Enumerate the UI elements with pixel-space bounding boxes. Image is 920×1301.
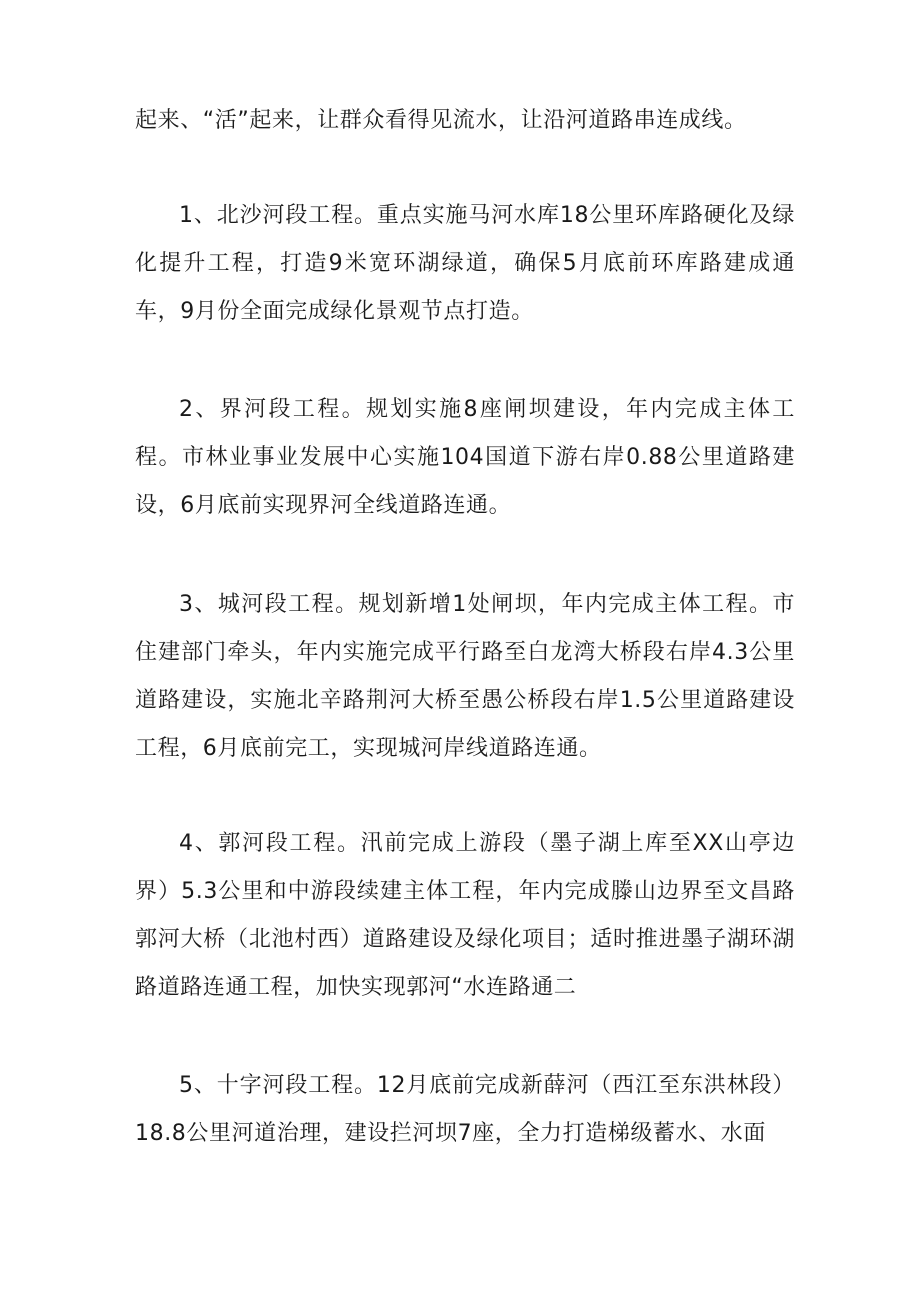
paragraph-jiehe: 2、界河段工程。规划实施8座闸坝建设，年内完成主体工程。市林业事业发展中心实施104国道下游右岸0.88公里道路建设，6月底前实现界河全线道路连通。 — [135, 397, 795, 518]
paragraph-shizihe: 5、十字河段工程。12月底前完成新薛河（西江至东洪林段）18.8公里河道治理，建设拦河坝7座，全力打造梯级蓄水、水面 — [135, 1073, 795, 1146]
paragraph-beishahe: 1、北沙河段工程。重点实施马河水库18公里环库路硬化及绿化提升工程，打造9米宽环湖绿道，确保5月底前环库路建成通车，9月份全面完成绿化景观节点打造。 — [135, 203, 795, 324]
paragraph-continuation: 起来、“活”起来，让群众看得见流水，让沿河道路串连成线。 — [135, 108, 747, 133]
paragraph-guohe: 4、郭河段工程。汛前完成上游段（墨子湖上库至XX山亭边界）5.3公里和中游段续建主体工程，年内完成滕山边界至文昌路郭河大桥（北池村西）道路建设及绿化项目；适时推进墨子湖环湖路道路连通工程，加快实现郭河“水连路通二 — [135, 831, 795, 1000]
paragraph-chenghe: 3、城河段工程。规划新增1处闸坝，年内完成主体工程。市住建部门牵头，年内实施完成平行路至白龙湾大桥段右岸4.3公里道路建设，实施北辛路荆河大桥至愚公桥段右岸1.5公里道路建设工程，6月底前完工，实现城河岸线道路连通。 — [135, 592, 795, 761]
